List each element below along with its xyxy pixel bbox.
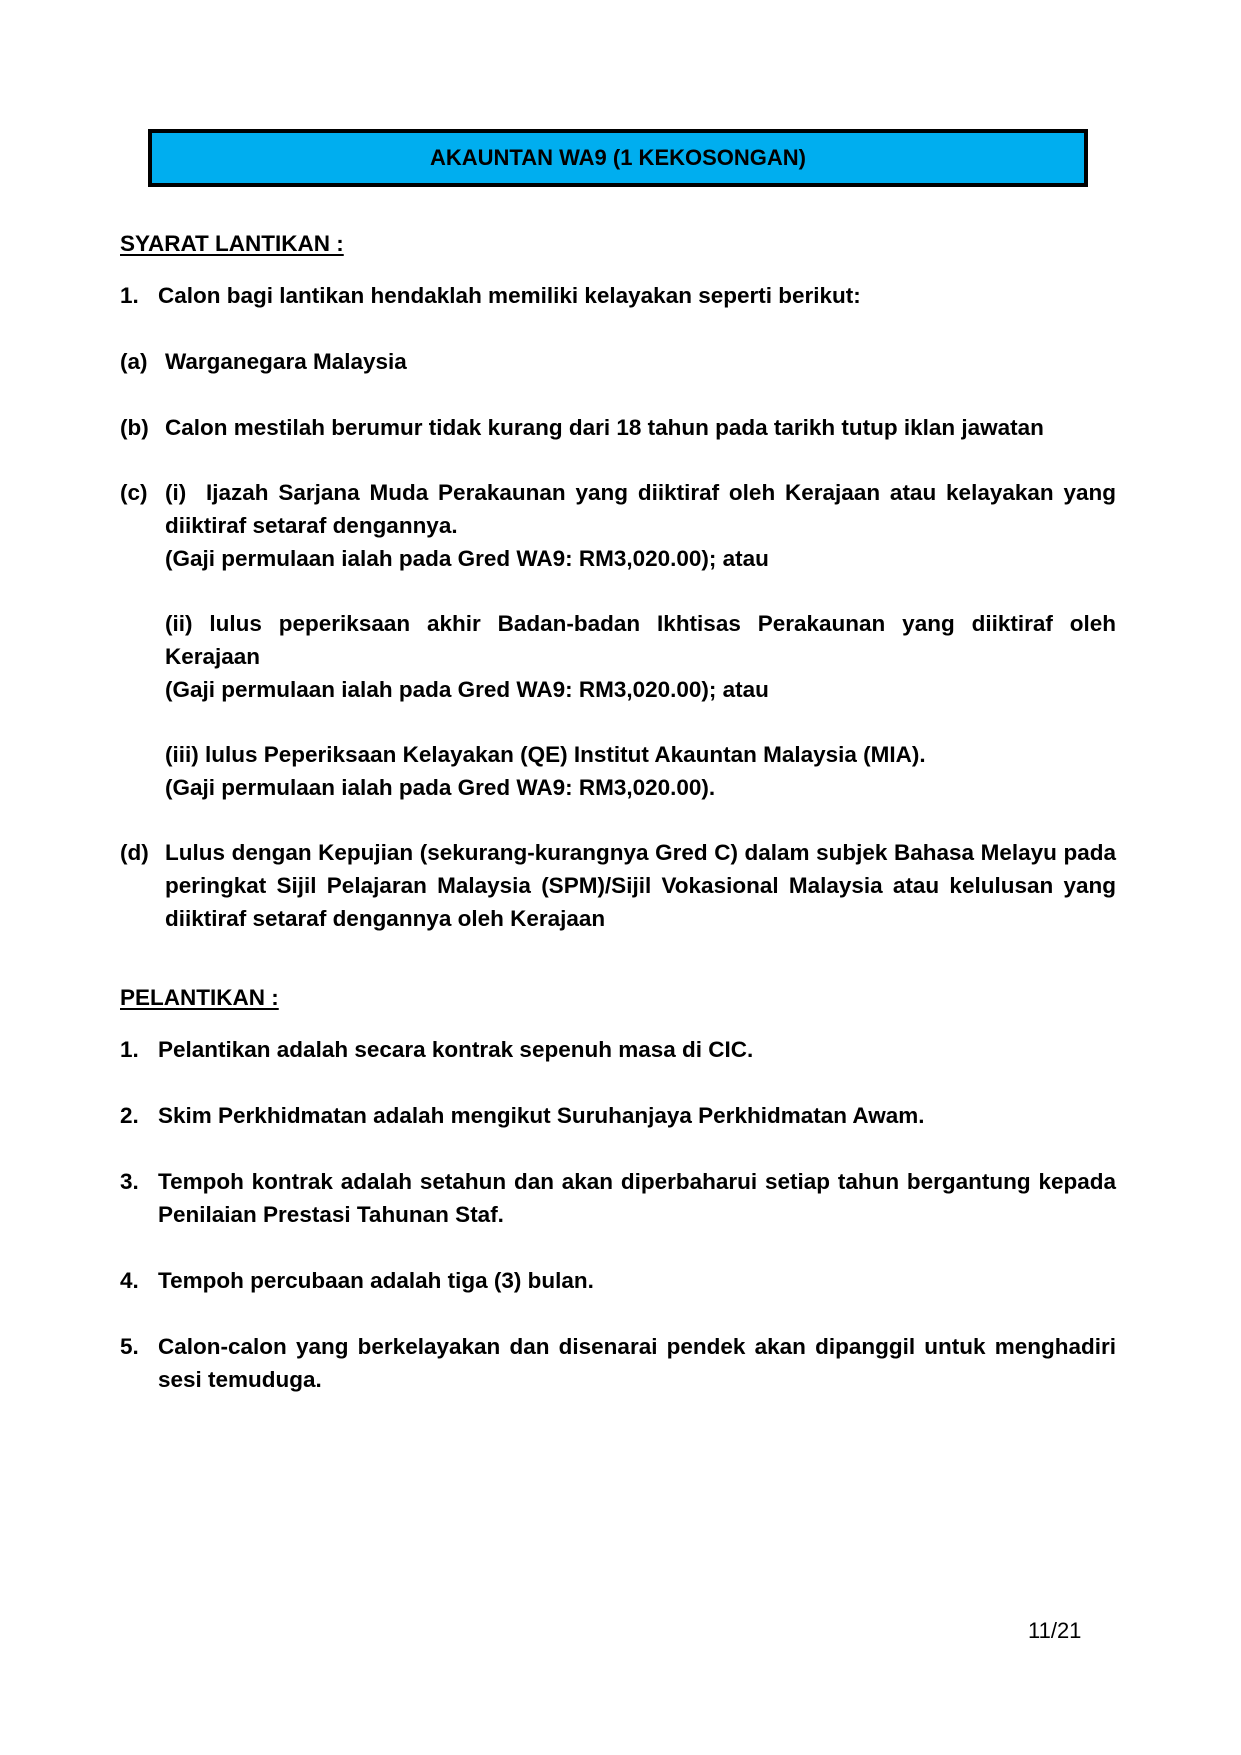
list-number: 1. <box>120 283 139 308</box>
position-title: AKAUNTAN WA9 (1 KEKOSONGAN) <box>429 145 807 170</box>
subitem-iii <box>165 738 1116 804</box>
subitem-text: Ijazah Sarjana Muda Perakaunan yang diiktiraf oleh Kerajaan atau kelayakan yang diiktiraf setaraf dengannya. <box>165 480 1116 538</box>
item-text: Lulus dengan Kepujian (sekurang-kurangnya Gred C) dalam subjek Bahasa Melayu pada peringkat Sijil Pelajaran Malaysia (SPM)/Sijil Vokasional Malaysia atau kelulusan yang diiktiraf setaraf dengannya oleh Kerajaan <box>165 840 1116 931</box>
list-number: 4. <box>120 1268 139 1293</box>
item-label: (a) <box>120 349 148 374</box>
list-number: 1. <box>120 1037 139 1062</box>
item-text: Tempoh kontrak adalah setahun dan akan diperbaharui setiap tahun bergantung kepada Penilaian Prestasi Tahunan Staf. <box>158 1169 1116 1227</box>
syarat-intro <box>120 279 1116 312</box>
position-title-box <box>148 129 1088 187</box>
item-text: Calon mestilah berumur tidak kurang dari 18 tahun pada tarikh tutup iklan jawatan <box>165 415 1044 440</box>
item-label: (b) <box>120 415 149 440</box>
section-heading-syarat-lantikan: SYARAT LANTIKAN : <box>120 231 344 256</box>
requirement-item-a <box>120 345 1116 378</box>
syarat-intro-text: Calon bagi lantikan hendaklah memiliki kelayakan seperti berikut: <box>158 283 861 308</box>
subitem-label: (i) <box>165 480 187 505</box>
item-label: (c) <box>120 480 148 505</box>
item-text: Warganegara Malaysia <box>165 349 407 374</box>
item-text: Tempoh percubaan adalah tiga (3) bulan. <box>158 1268 594 1293</box>
item-text: Skim Perkhidmatan adalah mengikut Suruhanjaya Perkhidmatan Awam. <box>158 1103 925 1128</box>
requirement-item-b <box>120 411 1116 444</box>
subitem-i <box>165 476 1116 575</box>
list-number: 5. <box>120 1334 139 1359</box>
appointment-item-3 <box>120 1165 1116 1231</box>
requirement-item-c <box>120 476 1116 575</box>
item-text: Pelantikan adalah secara kontrak sepenuh masa di CIC. <box>158 1037 754 1062</box>
subitem-text: lulus peperiksaan akhir Badan-badan Ikhtisas Perakaunan yang diiktiraf oleh Kerajaan <box>165 611 1116 669</box>
list-number: 2. <box>120 1103 139 1128</box>
salary-note: (Gaji permulaan ialah pada Gred WA9: RM3,020.00); atau <box>165 677 769 702</box>
page-number: 11/21 <box>1028 1618 1082 1643</box>
subitem-label: (iii) <box>165 742 199 767</box>
list-number: 3. <box>120 1169 139 1194</box>
appointment-item-4 <box>120 1264 1116 1297</box>
item-text: Calon-calon yang berkelayakan dan disenarai pendek akan dipanggil untuk menghadiri sesi temuduga. <box>158 1334 1116 1392</box>
subitem-label: (ii) <box>165 611 193 636</box>
subitem-text: lulus Peperiksaan Kelayakan (QE) Institut Akauntan Malaysia (MIA). <box>205 742 926 767</box>
appointment-item-1 <box>120 1033 1116 1066</box>
section-heading-pelantikan: PELANTIKAN : <box>120 985 279 1010</box>
subitem-ii <box>165 607 1116 706</box>
item-label: (d) <box>120 840 149 865</box>
appointment-item-2 <box>120 1099 1116 1132</box>
salary-note: (Gaji permulaan ialah pada Gred WA9: RM3,020.00). <box>165 775 716 800</box>
requirement-item-d <box>120 836 1116 935</box>
salary-note: (Gaji permulaan ialah pada Gred WA9: RM3,020.00); atau <box>165 546 769 571</box>
appointment-item-5 <box>120 1330 1116 1396</box>
